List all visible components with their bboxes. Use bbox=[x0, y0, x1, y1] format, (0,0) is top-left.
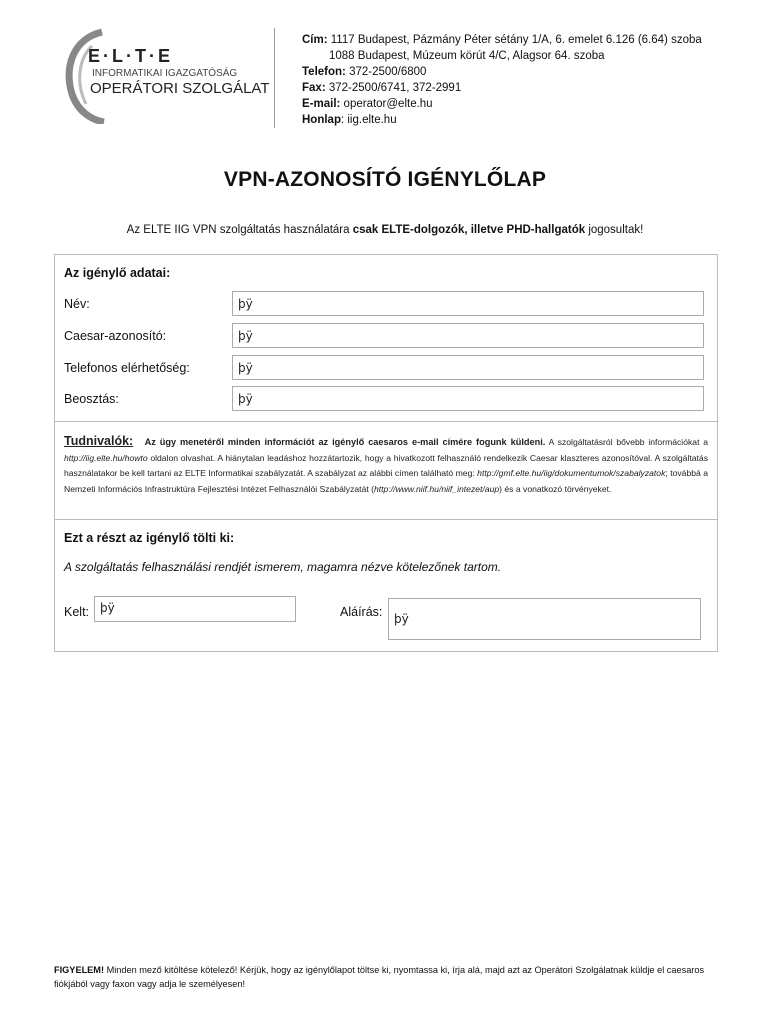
info-text-4: ) és a vonatkozó törvényeket. bbox=[499, 483, 612, 494]
info-bold-text: Az ügy menetéről minden információt az igénylő caesaros e-mail címére fogunk küldeni. bbox=[144, 437, 546, 447]
info-text-3: ; továbbá a Nemzeti Információs Infrastruktúra Fejlesztési Intézet Felhasználói Szabályzatát ( bbox=[64, 468, 708, 494]
regulations-link[interactable]: http://gmf.elte.hu/iig/dokumentumok/szabalyzatok bbox=[477, 468, 666, 478]
name-field[interactable]: þÿ bbox=[232, 291, 704, 316]
declaration-statement: A szolgáltatás felhasználási rendjét ismerem, magamra nézve kötelezőnek tartom. bbox=[64, 560, 502, 574]
address-line-2: 1088 Budapest, Múzeum körút 4/C, Alagsor 64. szoba bbox=[329, 50, 605, 62]
fax-value: 372-2500/6741, 372-2991 bbox=[328, 82, 462, 94]
contact-block bbox=[302, 32, 702, 128]
position-field[interactable]: þÿ bbox=[232, 386, 704, 411]
web-value: : iig.elte.hu bbox=[340, 114, 397, 126]
logo-subtitle: INFORMATIKAI IGAZGATÓSÁG bbox=[92, 68, 238, 79]
caesar-id-label: Caesar-azonosító: bbox=[64, 329, 167, 343]
notice-warning: FIGYELEM! bbox=[54, 965, 105, 975]
email-value: operator@elte.hu bbox=[343, 98, 433, 110]
logo-elte-text: E·L·T·E bbox=[88, 46, 173, 66]
signature-label: Aláírás: bbox=[340, 605, 383, 619]
phone-label: Telefon: bbox=[302, 66, 346, 78]
info-block bbox=[64, 434, 708, 497]
info-text-2: oldalon olvashat. A hiánytalan leadáshoz hozzátartozik, hogy a hivatkozott felhasználó rendelkezik Caesar klaszteres azonosítóval. A szolgáltatás használatakor be kell tartani az ELTE Informatikai szabályzatát. A szabályzat az alábbi címen található meg: bbox=[64, 452, 708, 478]
fax-label: Fax: bbox=[302, 82, 326, 94]
phone-contact-label: Telefonos elérhetőség: bbox=[64, 361, 190, 375]
applicant-heading: Az igénylő adatai: bbox=[64, 266, 171, 280]
web-label: Honlap bbox=[302, 114, 341, 126]
header-divider bbox=[274, 28, 275, 128]
caesar-id-field[interactable]: þÿ bbox=[232, 323, 704, 348]
date-label: Kelt: bbox=[64, 605, 90, 619]
notice-text: Minden mező kitöltése kötelező! Kérjük, hogy az igénylőlapot töltse ki, nyomtassa ki, írja alá, majd azt az Operátori Szolgálatnak küldje el caesaros fiókjából vagy faxon vagy adja le személyesen! bbox=[54, 965, 705, 989]
signature-field[interactable]: þÿ bbox=[388, 598, 701, 640]
eligibility-bold: csak ELTE-dolgozók, illetve PHD-hallgatók bbox=[352, 224, 586, 236]
name-label: Név: bbox=[64, 297, 90, 311]
howto-link[interactable]: http://iig.elte.hu/howto bbox=[64, 452, 148, 463]
niif-aup-link[interactable]: http://www.niif.hu/niif_intezet/aup bbox=[373, 483, 500, 494]
section-divider-1 bbox=[54, 421, 718, 422]
address-line-1: 1117 Budapest, Pázmány Péter sétány 1/A, 6. emelet 6.126 (6.64) szoba bbox=[330, 34, 702, 46]
address-label: Cím: bbox=[302, 34, 328, 46]
phone-contact-field[interactable]: þÿ bbox=[232, 355, 704, 380]
eligibility-note bbox=[0, 224, 770, 236]
page-title: VPN-AZONOSÍTÓ IGÉNYLŐLAP bbox=[223, 168, 547, 191]
info-heading: Tudnivalók: bbox=[64, 434, 134, 448]
logo-operator-text: OPERÁTORI SZOLGÁLAT bbox=[90, 80, 270, 97]
section-divider-2 bbox=[54, 519, 718, 520]
email-label: E-mail: bbox=[302, 98, 341, 110]
eligibility-post: jogosultak! bbox=[585, 224, 644, 236]
date-field[interactable]: þÿ bbox=[94, 596, 296, 622]
eligibility-pre: Az ELTE IIG VPN szolgáltatás használatára bbox=[126, 224, 353, 236]
declaration-heading: Ezt a részt az igénylő tölti ki: bbox=[64, 531, 235, 545]
info-text-1: A szolgáltatásról bővebb információkat a bbox=[545, 437, 709, 447]
position-label: Beosztás: bbox=[64, 392, 119, 406]
footer-notice bbox=[54, 963, 724, 991]
phone-value: 372-2500/6800 bbox=[349, 66, 427, 78]
